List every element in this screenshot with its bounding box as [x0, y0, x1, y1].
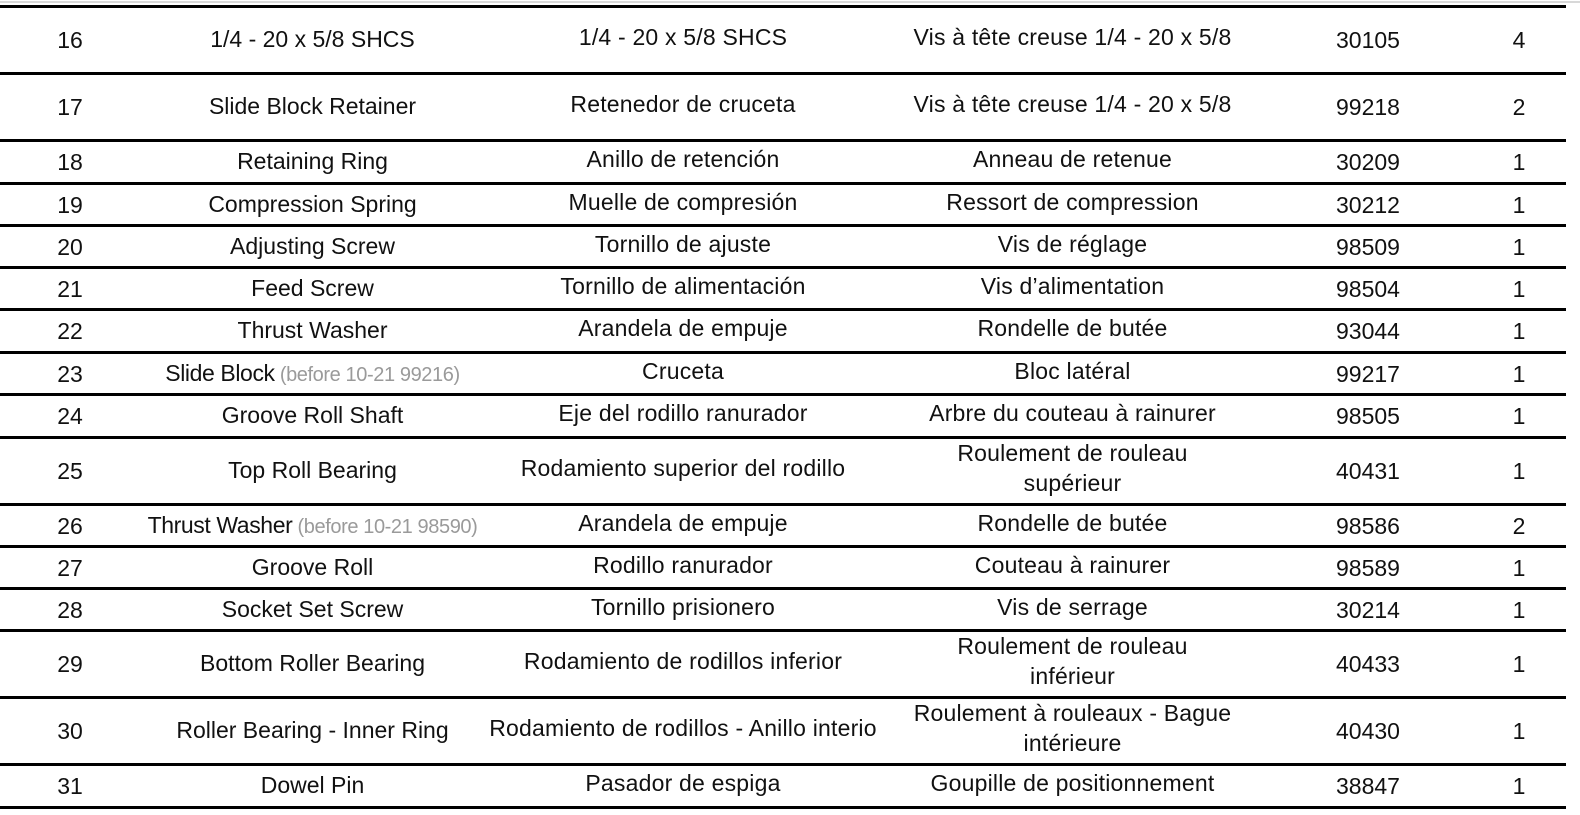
- description-english: Thrust Washer (before 10-21 98590): [140, 505, 485, 547]
- description-english: Roller Bearing - Inner Ring: [140, 698, 485, 765]
- description-english: Retaining Ring: [140, 141, 485, 184]
- description-french: Vis de réglage: [881, 223, 1264, 265]
- description-french: Ressort de compression: [881, 181, 1264, 223]
- quantity: 1: [1472, 698, 1566, 765]
- parts-table-body: [0, 7, 1566, 808]
- description-spanish: Anillo de retención: [485, 138, 881, 181]
- table-row: [0, 268, 1566, 310]
- description-french: Goupille de positionnement: [881, 762, 1264, 805]
- description-french: Roulement de rouleau inférieur: [881, 628, 1264, 695]
- quantity: 1: [1472, 353, 1566, 395]
- description-spanish: Retenedor de cruceta: [485, 71, 881, 138]
- item-number: 24: [0, 395, 140, 438]
- table-row: [0, 438, 1566, 505]
- table-row: [0, 310, 1566, 353]
- description-spanish: Arandela de empuje: [485, 502, 881, 544]
- item-number: 22: [0, 310, 140, 353]
- description-spanish: Tornillo de alimentación: [485, 265, 881, 307]
- quantity: 1: [1472, 226, 1566, 268]
- table-row: [0, 141, 1566, 184]
- table-row: [0, 7, 1566, 74]
- part-number: 30212: [1264, 184, 1472, 226]
- description-spanish: Tornillo de ajuste: [485, 223, 881, 265]
- quantity: 1: [1472, 765, 1566, 808]
- item-number: 21: [0, 268, 140, 310]
- description-french: Couteau à rainurer: [881, 544, 1264, 586]
- quantity: 1: [1472, 268, 1566, 310]
- quantity: 1: [1472, 438, 1566, 505]
- item-number: 17: [0, 74, 140, 141]
- description-english: Groove Roll: [140, 547, 485, 589]
- table-row: [0, 395, 1566, 438]
- description-english: Compression Spring: [140, 184, 485, 226]
- description-french: Vis de serrage: [881, 586, 1264, 628]
- description-english: Groove Roll Shaft: [140, 395, 485, 438]
- part-number: 40433: [1264, 631, 1472, 698]
- description-english: Slide Block (before 10-21 99216): [140, 353, 485, 395]
- part-number: 30209: [1264, 141, 1472, 184]
- revision-note: (before 10-21 98590): [292, 515, 478, 538]
- table-row: [0, 353, 1566, 395]
- description-english: Adjusting Screw: [140, 226, 485, 268]
- description-english: Thrust Washer: [140, 310, 485, 353]
- description-french: Roulement de rouleau supérieur: [881, 435, 1264, 502]
- description-english: Slide Block Retainer: [140, 74, 485, 141]
- part-number: 98509: [1264, 226, 1472, 268]
- item-number: 28: [0, 589, 140, 631]
- quantity: 1: [1472, 141, 1566, 184]
- part-number: 98589: [1264, 547, 1472, 589]
- part-number: 93044: [1264, 310, 1472, 353]
- description-spanish: Rodamiento superior del rodillo: [485, 435, 881, 502]
- description-spanish: Pasador de espiga: [485, 762, 881, 805]
- description-french: Vis à tête creuse 1/4 - 20 x 5/8: [881, 4, 1264, 71]
- description-spanish: Arandela de empuje: [485, 307, 881, 350]
- quantity: 2: [1472, 74, 1566, 141]
- quantity: 2: [1472, 505, 1566, 547]
- item-number: 19: [0, 184, 140, 226]
- item-number: 16: [0, 7, 140, 74]
- description-french: Rondelle de butée: [881, 502, 1264, 544]
- description-french: Vis d’alimentation: [881, 265, 1264, 307]
- part-number: 40431: [1264, 438, 1472, 505]
- item-number: 25: [0, 438, 140, 505]
- item-number: 27: [0, 547, 140, 589]
- quantity: 1: [1472, 547, 1566, 589]
- table-row: [0, 765, 1566, 808]
- description-french: Anneau de retenue: [881, 138, 1264, 181]
- description-french: Bloc latéral: [881, 350, 1264, 392]
- quantity: 4: [1472, 7, 1566, 74]
- part-number: 30214: [1264, 589, 1472, 631]
- description-spanish: Muelle de compresión: [485, 181, 881, 223]
- description-english: Socket Set Screw: [140, 589, 485, 631]
- table-row: [0, 74, 1566, 141]
- part-number: 38847: [1264, 765, 1472, 808]
- description-spanish: Rodamiento de rodillos - Anillo interio: [485, 695, 881, 762]
- description-english: Top Roll Bearing: [140, 438, 485, 505]
- table-row: [0, 505, 1566, 547]
- description-spanish: 1/4 - 20 x 5/8 SHCS: [485, 4, 881, 71]
- description-french: Roulement à rouleaux - Bague intérieure: [881, 695, 1264, 762]
- part-number: 98505: [1264, 395, 1472, 438]
- parts-list-table: [0, 5, 1566, 809]
- table-row: [0, 589, 1566, 631]
- description-english: Feed Screw: [140, 268, 485, 310]
- quantity: 1: [1472, 589, 1566, 631]
- item-number: 18: [0, 141, 140, 184]
- table-row: [0, 631, 1566, 698]
- quantity: 1: [1472, 184, 1566, 226]
- description-spanish: Tornillo prisionero: [485, 586, 881, 628]
- item-number: 29: [0, 631, 140, 698]
- item-number: 26: [0, 505, 140, 547]
- part-number: 30105: [1264, 7, 1472, 74]
- item-number: 23: [0, 353, 140, 395]
- description-french: Vis à tête creuse 1/4 - 20 x 5/8: [881, 71, 1264, 138]
- table-row: [0, 547, 1566, 589]
- item-number: 31: [0, 765, 140, 808]
- quantity: 1: [1472, 631, 1566, 698]
- description-spanish: Rodamiento de rodillos inferior: [485, 628, 881, 695]
- part-number: 40430: [1264, 698, 1472, 765]
- description-french: Arbre du couteau à rainurer: [881, 392, 1264, 435]
- table-row: [0, 226, 1566, 268]
- part-number: 99217: [1264, 353, 1472, 395]
- description-spanish: Cruceta: [485, 350, 881, 392]
- item-number: 30: [0, 698, 140, 765]
- description-english: Bottom Roller Bearing: [140, 631, 485, 698]
- part-number: 98504: [1264, 268, 1472, 310]
- part-number: 98586: [1264, 505, 1472, 547]
- description-french: Rondelle de butée: [881, 307, 1264, 350]
- description-spanish: Eje del rodillo ranurador: [485, 392, 881, 435]
- description-english: 1/4 - 20 x 5/8 SHCS: [140, 7, 485, 74]
- table-row: [0, 184, 1566, 226]
- item-number: 20: [0, 226, 140, 268]
- quantity: 1: [1472, 395, 1566, 438]
- part-number: 99218: [1264, 74, 1472, 141]
- quantity: 1: [1472, 310, 1566, 353]
- description-spanish: Rodillo ranurador: [485, 544, 881, 586]
- table-row: [0, 698, 1566, 765]
- revision-note: (before 10-21 99216): [274, 363, 460, 386]
- description-english: Dowel Pin: [140, 765, 485, 808]
